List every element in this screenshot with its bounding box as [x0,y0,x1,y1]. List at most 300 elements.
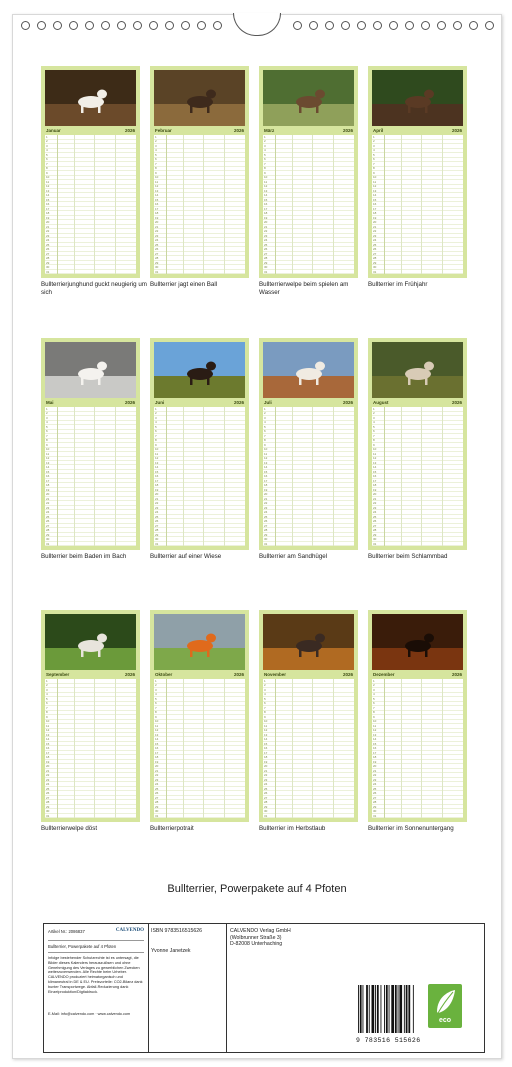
day-number: 4 [155,420,157,425]
day-number: 3 [264,415,266,420]
day-number: 18 [264,755,268,760]
month-caption: Bullterrierwelpe döst [41,825,98,832]
day-number: 14 [373,193,377,198]
day-number: 15 [373,741,377,746]
day-number: 27 [373,251,377,256]
day-number: 8 [155,710,157,715]
day-number: 25 [373,514,377,519]
day-number: 27 [46,795,50,800]
day-number: 30 [46,537,50,542]
day-number: 27 [264,795,268,800]
day-number: 25 [264,786,268,791]
day-number: 4 [264,148,266,153]
month-caption: Bullterrierpotrait [150,825,194,832]
day-number: 25 [46,242,50,247]
day-number: 27 [155,795,159,800]
barcode-bar [399,985,402,1033]
day-number: 15 [155,197,159,202]
ring-icon [453,21,462,30]
day-number: 31 [46,541,50,546]
day-number: 31 [264,269,268,274]
day-numbers [46,135,56,274]
day-number: 27 [373,795,377,800]
month-photo [154,342,245,398]
barcode-bar [389,985,390,1033]
day-number: 28 [155,528,159,533]
month-name: August [373,400,389,405]
day-number: 12 [373,456,377,461]
day-number: 28 [155,800,159,805]
day-number: 15 [155,469,159,474]
day-number: 30 [264,265,268,270]
ring-icon [309,21,318,30]
day-number: 23 [373,233,377,238]
ring-icon [197,21,206,30]
barcode-bar [366,985,368,1033]
ring-icon [181,21,190,30]
day-number: 25 [264,242,268,247]
day-number: 13 [46,732,50,737]
day-number: 18 [155,755,159,760]
day-numbers [155,135,165,274]
day-number: 10 [155,719,159,724]
month-photo [45,614,136,670]
day-number: 17 [155,206,159,211]
day-number: 18 [46,755,50,760]
day-number: 26 [46,247,50,252]
day-number: 7 [264,161,266,166]
day-number: 4 [46,692,48,697]
day-number: 3 [46,415,48,420]
day-number: 6 [373,157,375,162]
day-number: 3 [264,687,266,692]
ring-icon [293,21,302,30]
month-year: 2026 [233,400,244,405]
day-number: 24 [373,510,377,515]
day-number: 18 [264,211,268,216]
day-number: 30 [155,265,159,270]
publisher-name: CALVENDO Verlag GmbH [230,928,291,934]
day-number: 21 [264,496,268,501]
day-number: 11 [264,451,268,456]
day-number: 2 [373,139,375,144]
month-caption: Bullterrier jagt einen Ball [150,281,218,288]
day-number: 15 [155,741,159,746]
day-number: 10 [264,175,268,180]
day-number: 9 [264,714,266,719]
day-number: 12 [155,456,159,461]
planner-grid [154,135,245,274]
day-number: 7 [155,705,157,710]
day-number: 11 [155,179,159,184]
planner-grid [263,407,354,546]
day-number: 26 [264,247,268,252]
day-numbers [264,407,274,546]
author: Yvonne Janetzek [151,948,191,954]
day-number: 11 [46,179,50,184]
day-number: 14 [264,737,268,742]
day-number: 23 [373,505,377,510]
ring-icon [437,21,446,30]
day-number: 4 [373,148,375,153]
ring-icon [165,21,174,30]
day-number: 28 [373,256,377,261]
day-number: 6 [46,157,48,162]
day-number: 28 [46,800,50,805]
day-number: 18 [155,211,159,216]
month-header [154,671,245,678]
day-number: 21 [46,768,50,773]
month-photo [263,342,354,398]
day-number: 1 [46,407,48,411]
day-number: 15 [46,741,50,746]
day-number: 29 [373,260,377,265]
barcode-bar [369,985,370,1033]
day-number: 16 [46,746,50,751]
day-number: 1 [46,135,48,139]
day-number: 17 [373,206,377,211]
day-number: 29 [155,804,159,809]
day-number: 10 [264,719,268,724]
day-number: 26 [264,791,268,796]
day-number: 14 [46,737,50,742]
month-photo [263,70,354,126]
contact-email: E-Mail: info@calvendo.com · www.calvendo.com [48,1012,131,1016]
day-number: 16 [373,746,377,751]
day-number: 25 [155,514,159,519]
day-number: 13 [373,460,377,465]
day-number: 24 [46,510,50,515]
day-number: 9 [373,442,375,447]
day-number: 3 [373,415,375,420]
day-number: 23 [264,777,268,782]
day-number: 22 [155,773,159,778]
day-number: 10 [264,447,268,452]
day-number: 23 [46,505,50,510]
day-number: 13 [264,732,268,737]
day-number: 19 [264,215,268,220]
day-number: 9 [155,442,157,447]
day-number: 25 [264,514,268,519]
month-block [41,66,140,278]
day-number: 14 [46,193,50,198]
ring-icon [405,21,414,30]
ring-icon [21,21,30,30]
month-block [259,338,358,550]
day-number: 20 [155,764,159,769]
day-number: 2 [155,411,157,416]
day-number: 12 [264,456,268,461]
day-number: 6 [264,157,266,162]
day-number: 26 [46,519,50,524]
day-number: 5 [155,696,157,701]
day-number: 3 [155,415,157,420]
day-number: 29 [155,532,159,537]
day-number: 11 [155,723,159,728]
day-number: 30 [46,809,50,814]
day-number: 19 [155,759,159,764]
day-number: 15 [46,469,50,474]
day-number: 14 [264,193,268,198]
day-number: 19 [264,759,268,764]
calvendo-logo: CALVENDO [115,928,144,933]
day-number: 16 [155,746,159,751]
day-number: 24 [155,238,159,243]
day-number: 7 [373,433,375,438]
day-number: 16 [264,474,268,479]
day-number: 14 [373,737,377,742]
day-number: 5 [46,424,48,429]
day-number: 1 [155,135,157,139]
day-number: 17 [155,750,159,755]
day-number: 23 [46,777,50,782]
day-number: 17 [264,478,268,483]
month-caption: Bullterrier beim Schlammbad [368,553,448,560]
day-number: 29 [46,532,50,537]
day-number: 11 [373,451,377,456]
day-number: 12 [46,728,50,733]
barcode-bar [413,985,414,1033]
imprint-box [43,923,485,1053]
day-numbers [373,679,383,818]
day-numbers [46,407,56,546]
month-header [154,127,245,134]
ring-icon [117,21,126,30]
month-header [372,671,463,678]
binding-rings [13,15,501,37]
day-number: 14 [264,465,268,470]
day-number: 24 [155,782,159,787]
day-number: 31 [264,541,268,546]
day-number: 22 [264,229,268,234]
imprint-title: Bullterrier, Powerpakete auf 4 Pfoten [48,944,144,953]
day-number: 3 [46,143,48,148]
planner-grid [45,407,136,546]
day-number: 28 [264,528,268,533]
day-number: 20 [373,220,377,225]
day-number: 31 [46,813,50,818]
month-caption: Bullterrier im Sonnenuntergang [368,825,454,832]
day-number: 24 [264,782,268,787]
ring-icon [85,21,94,30]
barcode-bar [360,985,362,1033]
day-number: 10 [155,447,159,452]
day-number: 5 [264,152,266,157]
calendar-title: Bullterrier, Powerpakete auf 4 Pfoten [167,883,347,895]
planner-grid [372,407,463,546]
day-number: 8 [264,166,266,171]
day-number: 7 [46,705,48,710]
month-photo [154,70,245,126]
day-number: 3 [373,143,375,148]
day-number: 9 [46,442,48,447]
day-number: 22 [264,773,268,778]
day-number: 10 [373,175,377,180]
month-year: 2026 [233,128,244,133]
day-number: 15 [373,469,377,474]
day-number: 24 [46,238,50,243]
day-number: 22 [373,501,377,506]
day-number: 7 [155,433,157,438]
day-number: 8 [373,438,375,443]
day-number: 6 [373,429,375,434]
day-number: 12 [264,728,268,733]
day-number: 4 [373,692,375,697]
day-number: 11 [373,179,377,184]
day-number: 22 [155,501,159,506]
day-number: 17 [373,478,377,483]
day-number: 25 [155,242,159,247]
day-number: 9 [373,170,375,175]
day-number: 16 [155,474,159,479]
day-number: 14 [373,465,377,470]
day-number: 6 [155,429,157,434]
day-number: 20 [46,220,50,225]
day-number: 15 [264,469,268,474]
day-number: 20 [264,492,268,497]
day-number: 14 [155,737,159,742]
day-number: 15 [373,197,377,202]
day-number: 8 [46,438,48,443]
day-number: 13 [373,188,377,193]
day-number: 12 [264,184,268,189]
day-number: 26 [373,247,377,252]
day-number: 9 [264,170,266,175]
day-number: 23 [46,233,50,238]
day-number: 16 [264,202,268,207]
month-block [41,338,140,550]
day-number: 9 [46,170,48,175]
barcode-bar [386,985,388,1033]
day-number: 6 [46,429,48,434]
day-number: 23 [264,505,268,510]
ring-icon [485,21,494,30]
day-number: 11 [373,723,377,728]
month-caption: Bullterrier am Sandhügel [259,553,328,560]
publisher-city: D-82008 Unterhaching [230,941,283,947]
day-number: 22 [373,773,377,778]
day-number: 18 [373,755,377,760]
day-number: 10 [46,447,50,452]
day-number: 29 [46,804,50,809]
day-number: 24 [264,238,268,243]
day-number: 2 [264,683,266,688]
barcode-bar [395,985,397,1033]
day-number: 19 [155,487,159,492]
day-number: 13 [264,188,268,193]
day-number: 9 [155,170,157,175]
barcode-bar [358,985,359,1033]
day-number: 2 [155,139,157,144]
month-header [372,399,463,406]
day-number: 14 [155,193,159,198]
eco-badge [428,984,462,1028]
month-photo [372,70,463,126]
day-number: 6 [155,157,157,162]
day-number: 25 [373,786,377,791]
month-header [154,399,245,406]
day-number: 3 [373,687,375,692]
day-number: 23 [264,233,268,238]
barcode-bar [398,985,399,1033]
day-number: 3 [46,687,48,692]
day-number: 22 [46,501,50,506]
month-year: 2026 [233,672,244,677]
day-number: 3 [155,143,157,148]
day-number: 10 [155,175,159,180]
day-number: 2 [155,683,157,688]
day-number: 1 [373,135,375,139]
day-number: 19 [264,487,268,492]
day-number: 17 [155,478,159,483]
day-number: 19 [373,487,377,492]
day-number: 2 [373,683,375,688]
day-number: 31 [373,541,377,546]
day-number: 5 [373,696,375,701]
barcode-bars [356,985,418,1035]
month-year: 2026 [124,400,135,405]
day-numbers [373,407,383,546]
day-number: 21 [46,496,50,501]
day-number: 3 [264,143,266,148]
day-number: 14 [46,465,50,470]
day-number: 2 [46,139,48,144]
day-numbers [373,135,383,274]
day-number: 5 [155,424,157,429]
month-block [41,610,140,822]
day-number: 19 [46,487,50,492]
day-number: 7 [46,161,48,166]
ring-icon [389,21,398,30]
day-number: 26 [46,791,50,796]
month-name: September [46,672,70,677]
eco-label: eco [438,1017,452,1024]
day-number: 10 [373,719,377,724]
month-caption: Bullterrier im Herbstlaub [259,825,326,832]
day-number: 18 [373,483,377,488]
day-number: 6 [264,701,266,706]
month-year: 2026 [451,128,462,133]
day-number: 30 [373,537,377,542]
month-name: Mai [46,400,54,405]
month-caption: Bullterrierjunghund guckt neugierig um sich [41,281,147,296]
day-number: 22 [264,501,268,506]
day-number: 15 [264,197,268,202]
month-year: 2026 [451,400,462,405]
day-number: 13 [155,188,159,193]
day-number: 31 [155,541,159,546]
day-number: 30 [264,809,268,814]
planner-grid [372,135,463,274]
day-number: 29 [373,532,377,537]
day-number: 7 [373,161,375,166]
day-number: 19 [373,215,377,220]
day-number: 26 [264,519,268,524]
day-number: 7 [373,705,375,710]
day-number: 26 [373,519,377,524]
day-number: 7 [264,705,266,710]
day-number: 15 [46,197,50,202]
day-number: 13 [264,460,268,465]
day-number: 21 [264,224,268,229]
month-photo [45,70,136,126]
planner-grid [154,679,245,818]
day-number: 8 [46,710,48,715]
day-number: 20 [373,764,377,769]
day-number: 27 [46,523,50,528]
planner-grid [45,679,136,818]
day-number: 27 [264,523,268,528]
